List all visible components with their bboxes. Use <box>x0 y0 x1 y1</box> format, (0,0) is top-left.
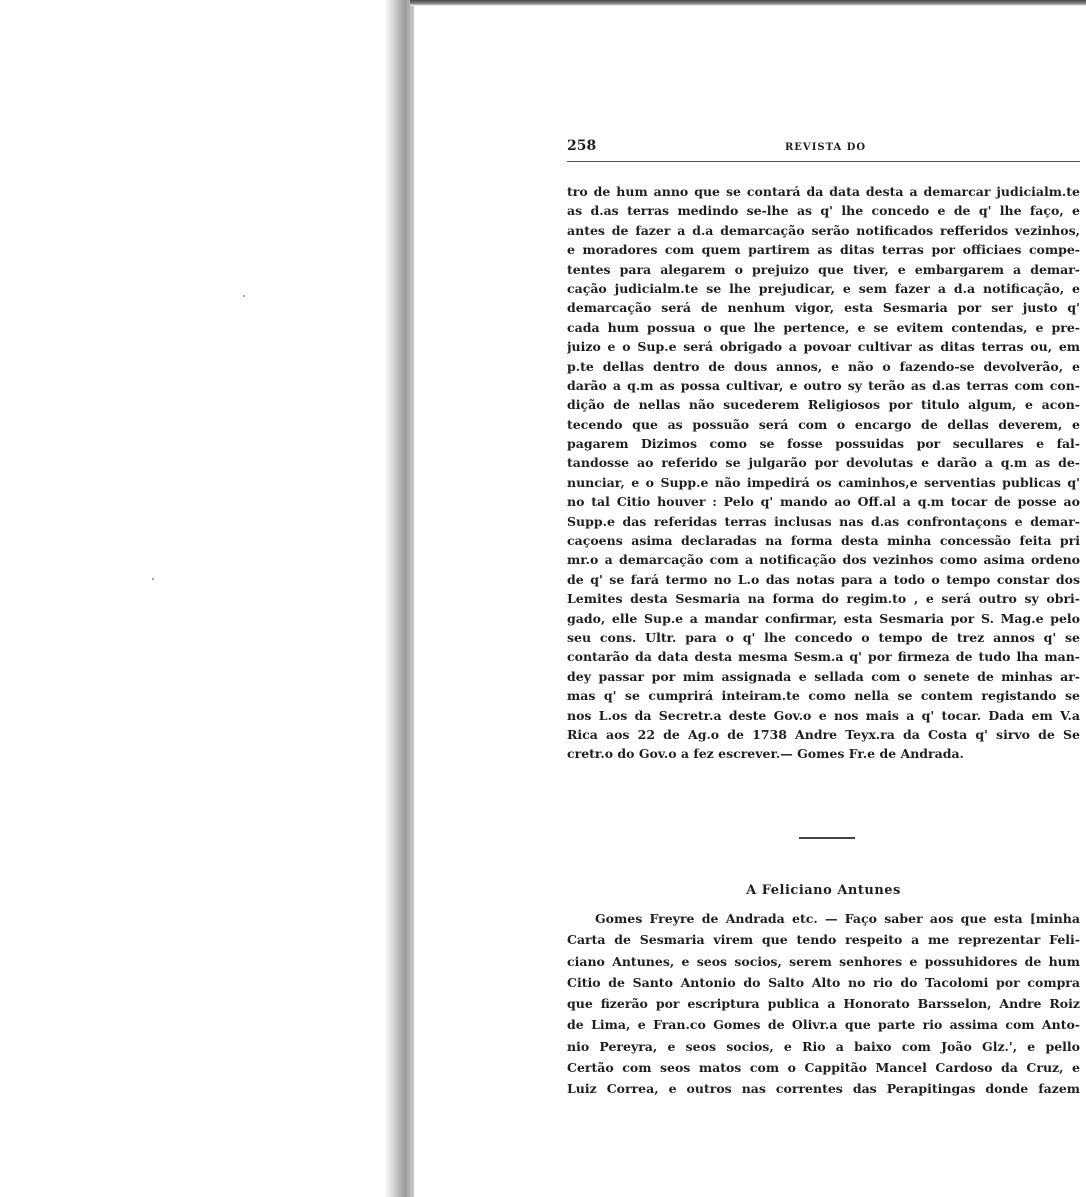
text-line: dição de nellas não sucederem Religiosos por titulo algum, e acon- <box>567 397 1080 413</box>
text-line: caçoens asima declaradas na forma desta minha concessão feita pri <box>567 533 1080 549</box>
right-page <box>567 0 1080 1197</box>
text-line: Supp.e das referidas terras inclusas nas d.as confrontaçons e demar- <box>567 513 1080 529</box>
text-line: nos L.os da Secretr.a deste Gov.o e nos mais a q' tocar. Dada em V.a <box>567 707 1080 723</box>
text-line: de Lima, e Fran.co Gomes de Olivr.a que parte rio assima com Anto- <box>567 1017 1080 1033</box>
text-line: ciano Antunes, e seos socios, serem senhores e possuhidores de hum <box>567 953 1080 969</box>
running-head <box>567 138 1080 158</box>
text-line: seu cons. Ultr. para o q' lhe concedo o tempo de trez annos q' se <box>567 629 1080 645</box>
page-gutter-edge <box>410 0 413 1197</box>
text-line: mr.o a demarcação com a notificação dos vezinhos como asima ordeno <box>567 552 1080 568</box>
text-line: dey passar por mim assignada e sellada com o senete de minhas ar- <box>567 668 1080 684</box>
text-line: antes de fazer a d.a demarcação serão notificados refferidos vezinhos, <box>567 222 1080 238</box>
text-line: Gomes Freyre de Andrada etc. — Faço saber aos que esta [minha <box>595 911 1080 926</box>
text-line: as d.as terras medindo se-lhe as q' lhe concedo e de q' lhe faço, e <box>567 203 1080 219</box>
text-line: Lemites desta Sesmaria na forma do regim.to , e será outro sy obri- <box>567 591 1080 607</box>
text-line: juizo e o Sup.e será obrigado a povoar cultivar as ditas terras ou, em <box>567 339 1080 355</box>
text-line: de q' se fará termo no L.o das notas para a todo o tempo constar dos <box>567 571 1080 587</box>
text-line: Carta de Sesmaria virem que tendo respeito a me reprezentar Feli- <box>567 932 1080 948</box>
text-line: tecendo que as possuão será com o encargo de dellas deverem, e <box>567 416 1080 432</box>
text-line: Citio de Santo Antonio do Salto Alto no rio do Tacolomi por compra <box>567 974 1080 990</box>
text-line: cretr.o do Gov.o a fez escrever.— Gomes Fr.e de Andrada. <box>567 746 964 762</box>
text-line: Certão com seos matos com o Cappitão Mancel Cardoso da Cruz, e <box>567 1060 1080 1076</box>
journal-title: REVISTA DO <box>785 142 867 153</box>
text-line: contarão da data desta mesma Sesm.a q' por firmeza de tudo lha man- <box>567 649 1080 665</box>
paper-speck <box>152 578 154 580</box>
grant-text-feliciano <box>567 908 1080 1100</box>
text-line: nunciar, e o Supp.e não impedirá os caminhos,e serventias publicas q' <box>567 474 1080 490</box>
text-line: nio Pereyra, e seos socios, e Rio a baixo com João Glz.', e pello <box>567 1038 1080 1054</box>
text-line: cação judicialm.te se lhe prejudicar, e sem fazer a d.a notificação, e <box>567 280 1080 296</box>
text-line: demarcação será de nenhum vigor, esta Sesmaria por ser justo q' <box>567 300 1080 316</box>
section-separator <box>799 837 855 839</box>
section-heading: A Feliciano Antunes <box>746 883 901 898</box>
text-line: p.te dellas dentro de dous annos, e não o fazendo-se devolverão, e <box>567 358 1080 374</box>
page-number: 258 <box>567 138 597 154</box>
text-line: e moradores com quem partirem as ditas terras por officiaes compe- <box>567 242 1080 258</box>
text-line: mas q' se cumprirá inteiram.te como nella se contem registando se <box>567 688 1080 704</box>
text-line: pagarem Dizimos como se fosse possuidas por secullares e fal- <box>567 436 1080 452</box>
text-line: cada hum possua o que lhe pertence, e se evitem contendas, e pre- <box>567 319 1080 335</box>
text-line: darão a q.m as possa cultivar, e outro sy terão as d.as terras com con- <box>567 377 1080 393</box>
paper-speck <box>243 295 245 297</box>
left-facing-page <box>0 0 410 1197</box>
text-line: no tal Citio houver : Pelo q' mando ao Off.al a q.m tocar de posse ao <box>567 494 1080 510</box>
header-rule <box>567 161 1080 162</box>
text-line: tandosse ao referido se julgarão por devolutas e darão a q.m as de- <box>567 455 1080 471</box>
text-line: Luiz Correa, e outros nas correntes das Perapitingas donde fazem <box>567 1081 1080 1097</box>
text-line: tentes para alegarem o prejuizo que tiver, e embargarem a demar- <box>567 261 1080 277</box>
text-line: tro de hum anno que se contará da data desta a demarcar judicialm.te <box>567 184 1080 199</box>
text-line: que fizerão por escriptura publica a Honorato Barsselon, Andre Roiz <box>567 996 1080 1012</box>
grant-text-continued <box>567 182 1080 764</box>
text-line: Rica aos 22 de Ag.o de 1738 Andre Teyx.ra da Costa q' sirvo de Se <box>567 726 1080 742</box>
text-line: gado, elle Sup.e a mandar confirmar, esta Sesmaria por S. Mag.e pelo <box>567 610 1080 626</box>
